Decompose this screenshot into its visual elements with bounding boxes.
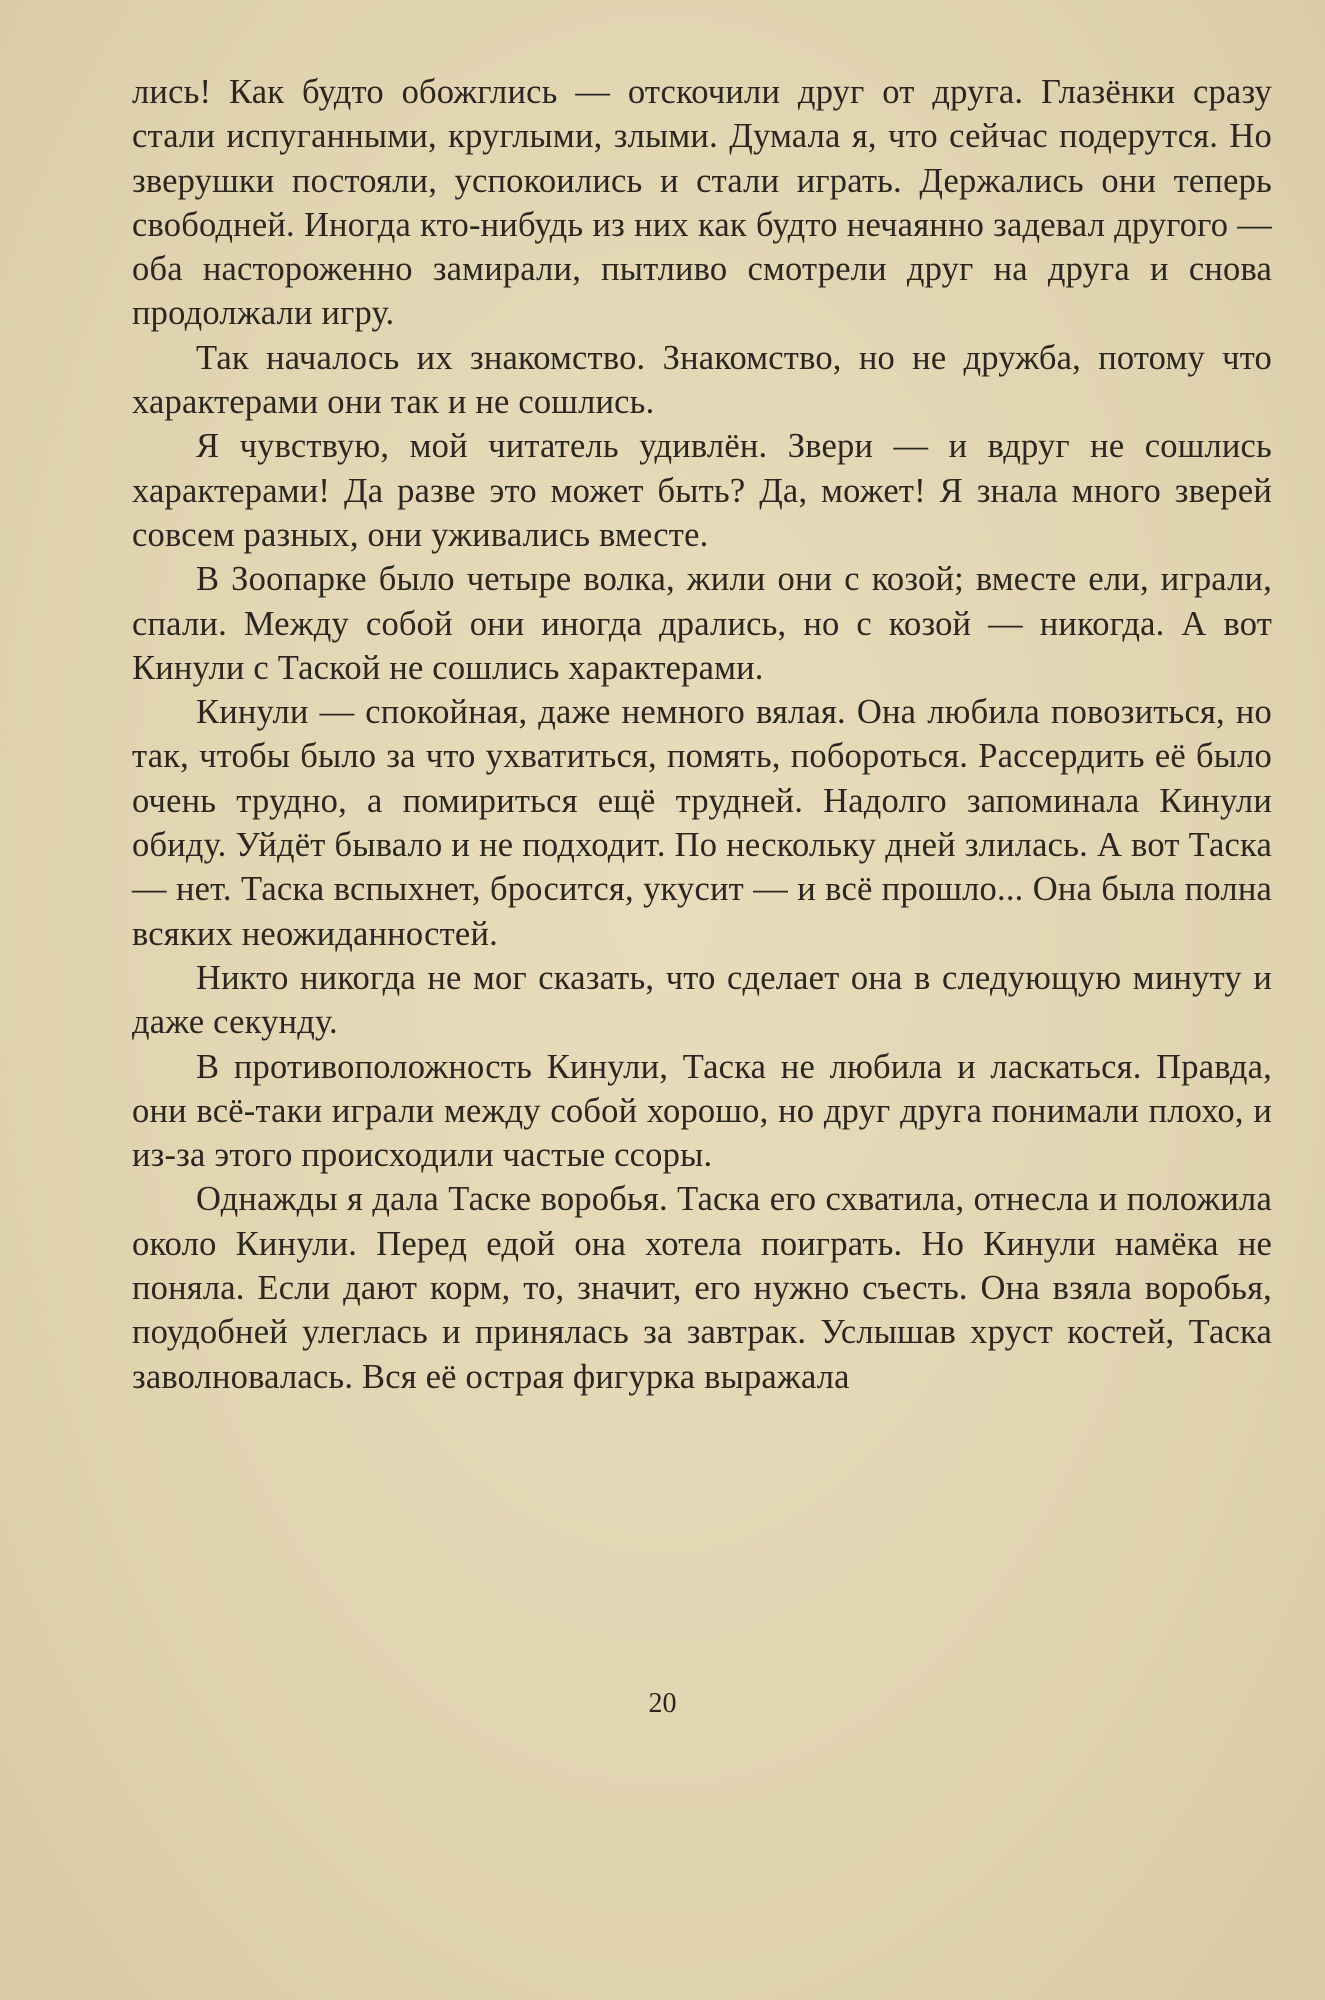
paragraph: В Зоопарке было четыре волка, жили они с козой; вместе ели, играли, спали. Между собой они иногда дрались, но с козой — никогда. А вот Кинули с Таской не сошлись характерами. <box>132 560 1272 687</box>
paragraph: Я чувствую, мой читатель удивлён. Звери — и вдруг не сошлись характерами! Да разве это может быть? Да, может! Я знала много зверей совсем разных, они уживались вместе. <box>132 427 1272 554</box>
body-text <box>132 70 1272 1399</box>
paragraph: Однажды я дала Таске воробья. Таска его схватила, отнесла и положила около Кинули. Перед едой она хотела поиграть. Но Кинули намёка не поняла. Если дают корм, то, значит, его нужно съесть. Она взяла воробья, поудобней улеглась и принялась за завтрак. Услышав хруст костей, Таска заволновалась. Вся её острая фигурка выражала <box>132 1180 1272 1396</box>
paragraph: В противоположность Кинули, Таска не любила и ласкаться. Правда, они всё-таки играли между собой хорошо, но друг друга понимали плохо, и из-за этого происходили частые ссоры. <box>132 1047 1272 1175</box>
paragraph: Никто никогда не мог сказать, что сделает она в следующую минуту и даже секунду. <box>132 958 1272 1042</box>
paragraph: Кинули — спокойная, даже немного вялая. Она любила повозиться, но так, чтобы было за что ухватиться, помять, побороться. Рассердить её было очень трудно, а помириться ещё трудней. Надолго запоминала Кинули обиду. Уйдёт бывало и не подходит. По нескольку дней злилась. А вот Таска — нет. Таска вспыхнет, бросится, укусит — и всё прошло... Она была полна всяких неожиданностей. <box>132 693 1272 953</box>
paragraph-continuation: лись! Как будто обожглись — отскочили друг от друга. Глазёнки сразу стали испуганными, круглыми, злыми. Думала я, что сейчас подерутся. Но зверушки постояли, успокоились и стали играть. Держались они теперь свободней. Иногда кто-нибудь из них как будто нечаянно задевал другого — оба настороженно замирали, пытливо смотрели друг на друга и снова продолжали игру. <box>132 73 1272 333</box>
page-number: 20 <box>648 1688 677 1719</box>
paragraph: Так началось их знакомство. Знакомство, но не дружба, потому что характерами они так и не сошлись. <box>132 338 1272 422</box>
